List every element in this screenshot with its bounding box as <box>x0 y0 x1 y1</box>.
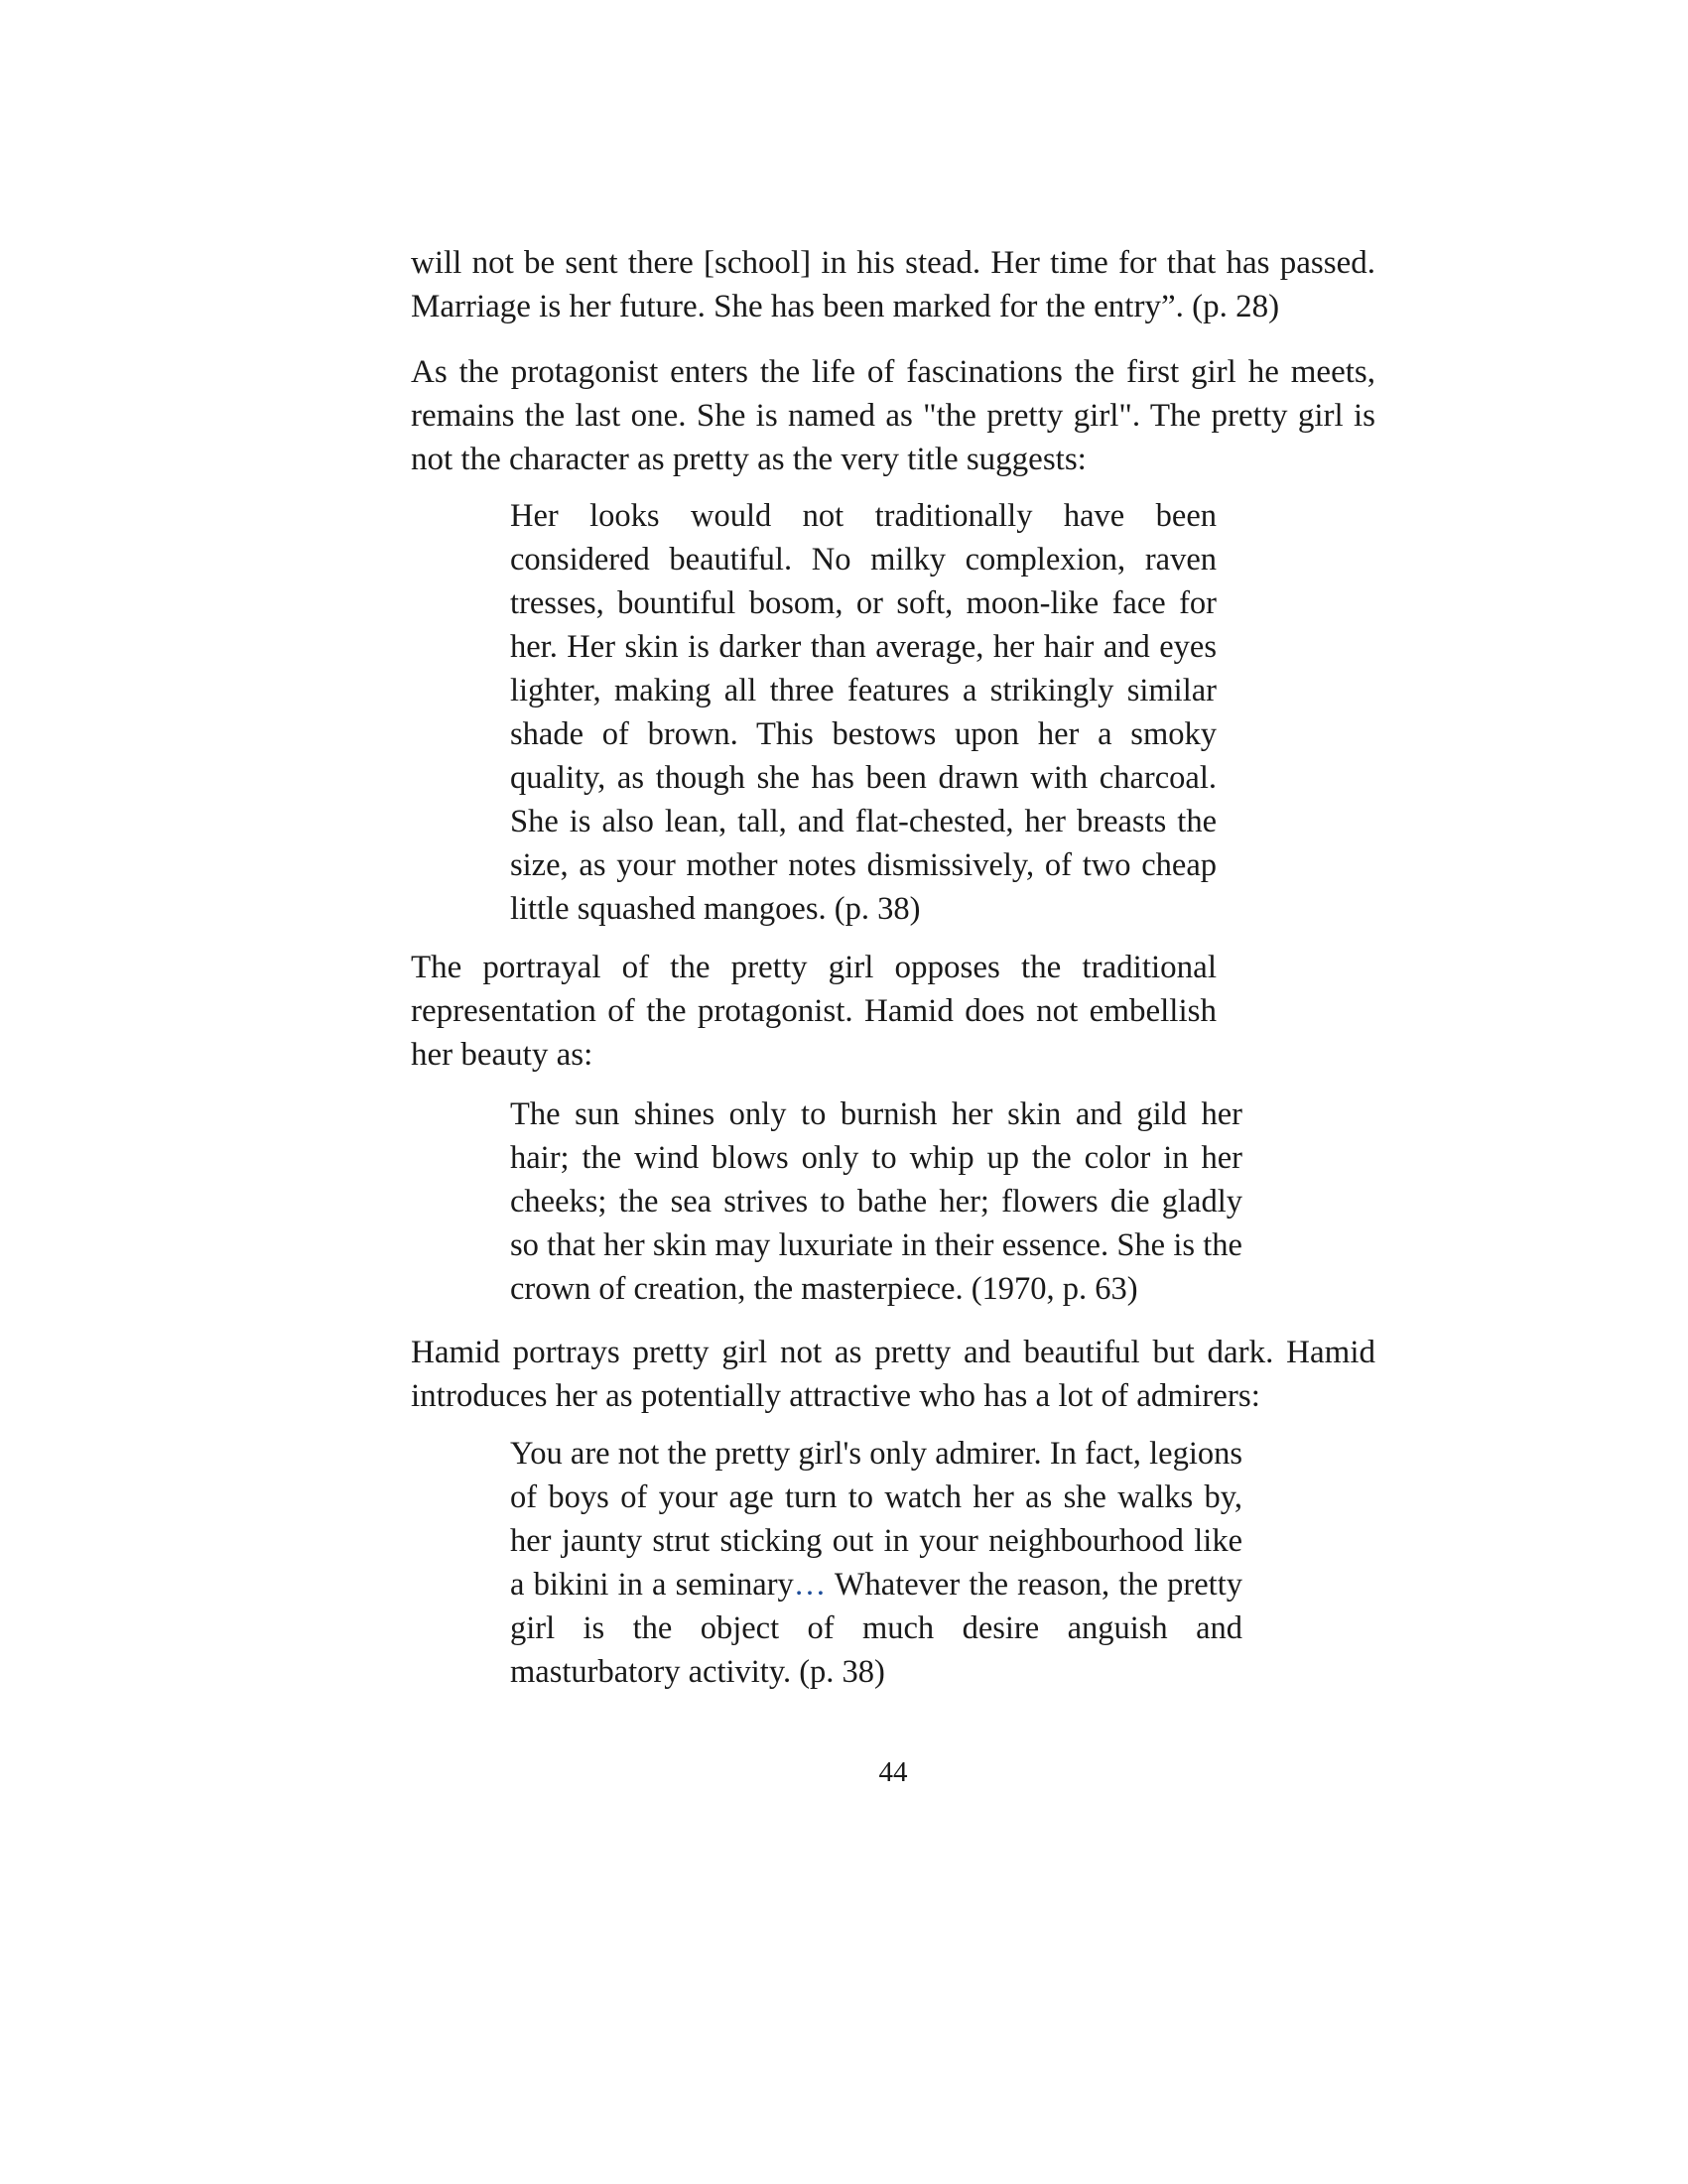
paragraph-continuation <box>411 241 1375 328</box>
paragraph-protagonist <box>411 350 1375 481</box>
quote-text: Her looks would not traditionally have been considered beautiful. No milky complexion, raven tresses, bountiful bosom, or soft, moon-like face for her. Her skin is darker than average, her hair and eyes lighter, making all three features a strikingly similar shade of brown. This bestows upon her a smoky quality, as though she has been drawn with charcoal. She is also lean, tall, and flat-chested, her breasts the size, as your mother notes dismissively, of two cheap little squashed mangoes. (p. 38) <box>510 498 1217 927</box>
quote-text <box>510 1432 1242 1694</box>
block-quote-looks <box>510 494 1217 931</box>
paragraph-hamid <box>411 1331 1375 1418</box>
quote-text: The sun shines only to burnish her skin and gild her hair; the wind blows only to whip up the color in her cheeks; the sea strives to bathe her; flowers die gladly so that her skin may luxuriate in their essence. She is the crown of creation, the masterpiece. (1970, p. 63) <box>510 1096 1242 1307</box>
paragraph-text: will not be sent there [school] in his stead. Her time for that has passed. Marriage is her future. She has been marked for the entry”. (p. 28) <box>411 245 1375 324</box>
quote-text-part2: Whatever the reason, the pretty girl is the object of much desire anguish and masturbatory activity. (p. 38) <box>510 1567 1242 1690</box>
block-quote-admirer <box>510 1432 1242 1694</box>
paragraph-portrayal <box>411 946 1217 1077</box>
block-quote-sun <box>510 1092 1242 1311</box>
paragraph-text: As the protagonist enters the life of fascinations the first girl he meets, remains the last one. She is named as "the pretty girl". The pretty girl is not the character as pretty as the very title suggests: <box>411 354 1375 477</box>
quote-text-part1: You are not the pretty girl's only admirer. In fact, legions of boys of your age turn to watch her as she walks by, her jaunty strut sticking out in your neighbourhood like a bikini in a seminary <box>510 1436 1242 1603</box>
paragraph-text: Hamid portrays pretty girl not as pretty and beautiful but dark. Hamid introduces her as potentially attractive who has a lot of admirers: <box>411 1335 1375 1414</box>
ellipsis-mark: … <box>793 1567 827 1603</box>
paragraph-text: The portrayal of the pretty girl opposes the traditional representation of the protagonist. Hamid does not embellish her beauty as: <box>411 950 1217 1073</box>
page-number: 44 <box>878 1756 908 1788</box>
